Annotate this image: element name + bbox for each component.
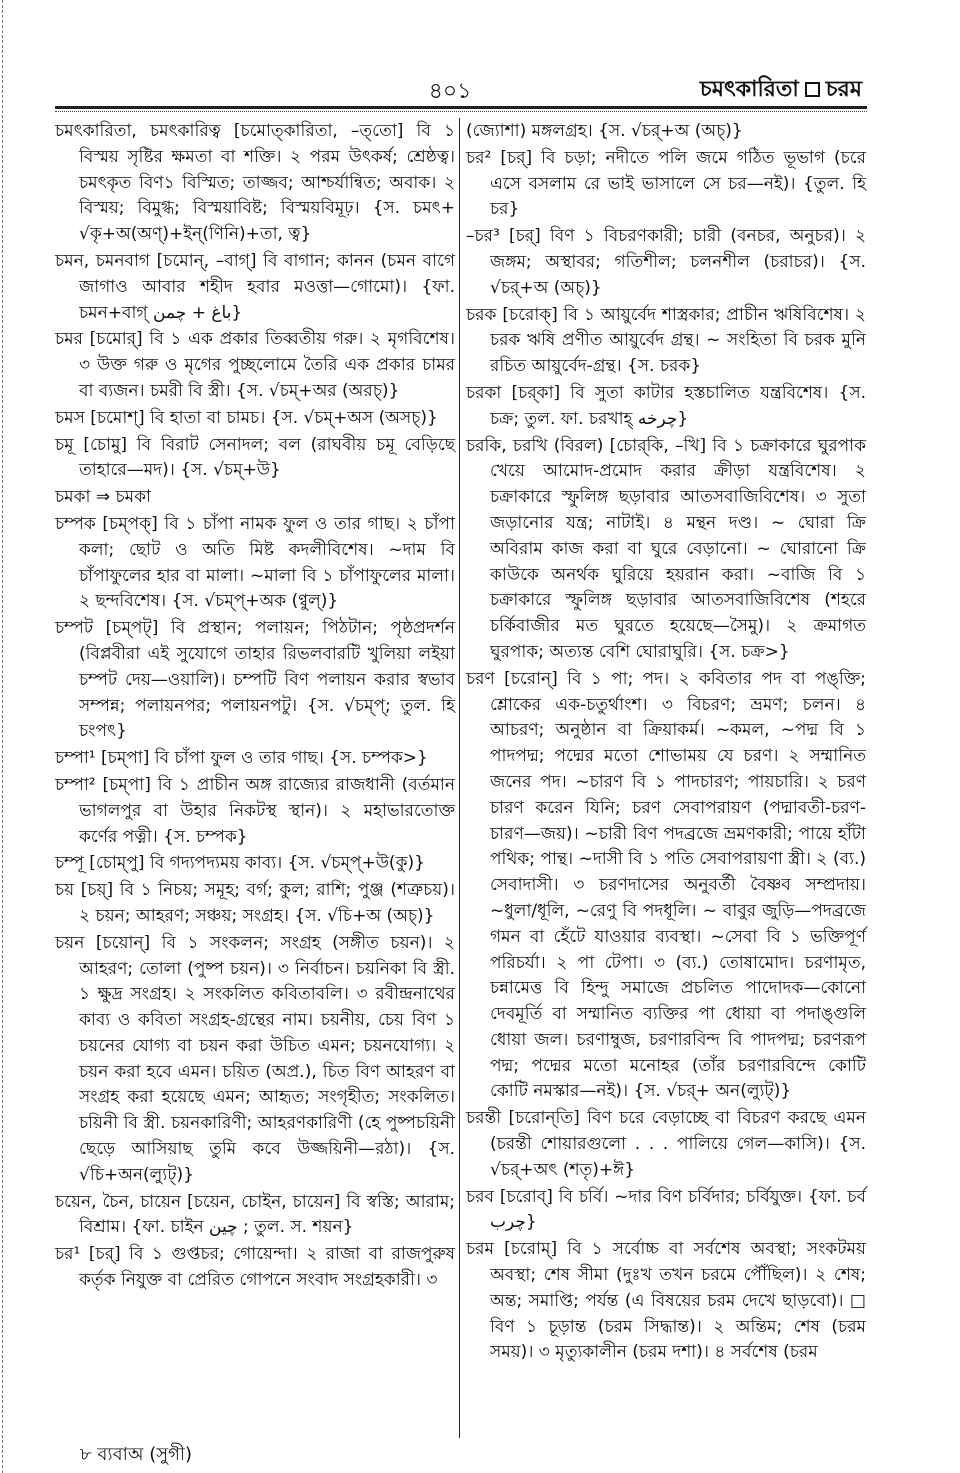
header-rule [55, 106, 867, 109]
dictionary-entry: চর² [চর্‌] বি চড়া; নদীতে পলি জমে গঠিত ভূভাগ (চরে এসে বসলাম রে ভাই ভাসালে সে চর—নই)। {তুল. হি চর} [466, 147, 866, 220]
dictionary-entry: চম্পূ [চোম্‌পু] বি গদ্যপদ্যময় কাব্য। {স. √চম্প্‌+উ(কু)} [55, 853, 425, 874]
dictionary-entry: চয়েন, চৈন, চায়েন [চয়েন, চোইন, চায়েন] বি স্বস্তি; আরাম; বিশ্রাম। {ফা. চাইন چین ; তুল. স. শয়ন} [55, 1191, 455, 1238]
dictionary-entry: চমর [চমোর্‌] বি ১ এক প্রকার তিব্বতীয় গরু। ২ মৃগবিশেষ। ৩ উক্ত গরু ও মৃগের পুচ্ছলোমে তৈরি এক প্রকার চামর বা ব্যজন। চমরী বি স্ত্রী। {স. √চম্‌+অর (অরচ্‌)} [55, 329, 455, 401]
dictionary-entry: চমন, চমনবাগ [চমোন্‌, –বাগ্‌] বি বাগান; কানন (চমন বাগে জাগাও আবার শহীদ হবার মওত্তা—গোমো)। {ফা. চমন+বাগ্‌ باغ + چمن} [55, 250, 455, 323]
right-column [466, 119, 866, 1367]
dictionary-entry: চরক [চরোক্‌] বি ১ আয়ুর্বেদ শাস্ত্রকার; প্রাচীন ঋষিবিশেষ। ২ চরক ঋষি প্রণীত আয়ুর্বেদ গ্রন্থ। ~ সংহিতা বি চরক মুনি রচিত আয়ুর্বেদ-গ্রন্থ। {স. চরক} [466, 304, 866, 377]
column-divider [459, 118, 460, 1438]
header-dotted-rule [55, 111, 867, 112]
dictionary-entry: চমস [চমোশ্‌] বি হাতা বা চামচ। {স. √চম্‌+অস (অসচ্‌)} [55, 407, 438, 428]
dictionary-entry: চয়ন [চয়োন্‌] বি ১ সংকলন; সংগ্রহ (সঙ্গীত চয়ন)। ২ আহরণ; তোলা (পুষ্প চয়ন)। ৩ নির্বাচন। চয়নিকা বি স্ত্রী. ১ ক্ষুদ্র সংগ্রহ। ২ সংকলিত কবিতাবলি। ৩ রবীন্দ্রনাথের কাব্য ও কবিতা সংগ্রহ-গ্রন্থের নাম। চয়নীয়, চেয় বিণ ১ চয়নের যোগ্য বা চয়ন করা উচিত এমন; চয়নযোগ্য। ২ চয়ন করা হবে এমন। চয়িত (অপ্র.), চিত বিণ আহরণ বা সংগ্রহ করা হয়েছে এমন; আহৃত; সংগৃহীত; সংকলিত। চয়িনী বি স্ত্রী. চয়নকারিণী; আহরণকারিণী (হে পুষ্পচয়িনী ছেড়ে আসিয়াছ তুমি কবে উজ্জয়িনী—রঠা)। {স. √চি+অন(ল্যুট্‌)} [55, 932, 455, 1185]
dictionary-entry: –চর³ [চর্‌] বিণ ১ বিচরণকারী; চারী (বনচর, অনুচর)। ২ জঙ্গম; অস্থাবর; গতিশীল; চলনশীল (চরাচর)। {স. √চর্‌+অ (অচ্‌)} [466, 226, 866, 298]
dictionary-entry: চম্পা² [চম্‌পা] বি ১ প্রাচীন অঙ্গ রাজ্যের রাজধানী (বর্তমান ভাগলপুর বা উহার নিকটস্থ স্থান)। ২ মহাভারতোক্ত কর্ণের পত্নী। {স. চম্পক} [55, 774, 455, 847]
dictionary-entry: চম্পক [চম্‌পক্‌] বি ১ চাঁপা নামক ফুল ও তার গাছ। ২ চাঁপা কলা; ছোট ও অতি মিষ্ট কদলীবিশেষ। ~দাম বি চাঁপাফুলের হার বা মালা। ~মালা বি ১ চাঁপাফুলের মালা। ২ ছন্দবিশেষ। {স. √চম্প্‌+অক (ণ্বুল্‌)} [55, 513, 455, 612]
dictionary-entry: চরন্তী [চরোন্‌তি] বিণ চরে বেড়াচ্ছে বা বিচরণ করছে এমন (চরন্তী শোয়ারগুলো . . . পালিয়ে গেল—কাসি)। {স. √চর্‌+অৎ (শতৃ)+ঈ} [466, 1108, 866, 1180]
dictionary-entry: চর¹ [চর্‌] বি ১ গুপ্তচর; গোয়েন্দা। ২ রাজা বা রাজপুরুষ কর্তৃক নিযুক্ত বা প্রেরিত গোপনে সংবাদ সংগ্রহকারী। ৩ [55, 1244, 455, 1291]
running-head-last-word: চরম [825, 77, 862, 102]
dictionary-entry: চরম [চরোম্‌] বি ১ সর্বোচ্চ বা সর্বশেষ অবস্থা; সংকটময় অবস্থা; শেষ সীমা (দুঃখ তখন চরমে পৌঁছিল)। ২ শেষ; অন্ত; সমাপ্তি; পর্যন্ত (এ বিষয়ের চরম দেখে ছাড়বো)। □ বিণ ১ চূড়ান্ত (চরম সিদ্ধান্ত)। ২ অন্তিম; শেষ (চরম সময়)। ৩ মৃত্যুকালীন (চরম দশা)। ৪ সর্বশেষ (চরম [466, 1239, 866, 1363]
running-head [700, 72, 862, 109]
dictionary-entry: চমৎকারিতা, চমৎকারিত্ব [চমোত্‌কারিতা, –ত্‌তো] বি ১ বিস্ময় সৃষ্টির ক্ষমতা বা শক্তি। ২ পরম উৎকর্ষ; শ্রেষ্ঠত্ব। চমৎকৃত বিণ১ বিস্মিত; তাজ্জব; আশ্চর্যান্বিত; অবাক। ২ বিস্ময়; বিমুগ্ধ; বিস্ময়াবিষ্ট; বিস্ময়বিমূঢ়। {স. চমৎ+ √কৃ+অ(অণ্‌)+ইন্‌(ণিনি)+তা, ত্ব} [55, 121, 455, 245]
page-number: ৪০১ [428, 79, 472, 104]
dictionary-entry: চরণ [চরোন্‌] বি ১ পা; পদ। ২ কবিতার পদ বা পঙ্‌ক্তি; শ্লোকের এক-চতুর্থাংশ। ৩ বিচরণ; ভ্রমণ; চলন। ৪ আচরণ; অনুষ্ঠান বা ক্রিয়াকর্ম। ~কমল, ~পদ্ম বি ১ পাদপদ্ম; পদ্মের মতো শোভাময় যে চরণ। ২ সম্মানিত জনের পদ। ~চারণ বি ১ পাদচারণ; পায়চারি। ২ চরণ চারণ করেন যিনি; চরণ সেবাপরায়ণ (পদ্মাবতী-চরণ-চারণ—জয়)। ~চারী বিণ পদব্রজে ভ্রমণকারী; পায়ে হাঁটা পথিক; পান্থ। ~দাসী বি ১ পতি সেবাপরায়ণা স্ত্রী। ২ (ব্য.) সেবাদাসী। ৩ চরণদাসের অনুবর্তী বৈষ্ণব সম্প্রদায়। ~ধুলা/ধূলি, ~রেণু বি পদধূলি। ~ বাবুর জুড়ি—পদব্রজে গমন বা হেঁটে যাওয়ার ব্যবস্থা। ~সেবা বি ১ ভক্তিপূর্ণ পরিচর্যা। ২ পা টেপা। ৩ (ব্য.) তোষামোদ। চরণামৃত, চন্নামেত্ত বি হিন্দু সমাজে প্রচলিত পাদোদক—কোনো দেবমূর্তি বা সম্মানিত ব্যক্তির পা ধোয়া বা পদাঙ্গুলি ধোয়া জল। চরণাম্বুজ, চরণারবিন্দ বি পাদপদ্ম; চরণরূপ পদ্ম; পদ্মের মতো মনোহর (তাঁর চরণারবিন্দে কোটি কোটি নমস্কার—নই)। {স. √চর্‌+ অন(ল্যুট্‌)} [466, 668, 866, 1102]
dictionary-entry: চম্পা¹ [চম্‌পা] বি চাঁপা ফুল ও তার গাছ। {স. চম্পক>} [55, 748, 428, 769]
dictionary-entry: চরব [চরোব্‌] বি চর্বি। ~দার বিণ চর্বিদার; চর্বিযুক্ত। {ফা. চর্ব چرب} [466, 1186, 866, 1233]
box-separator-icon [805, 82, 820, 97]
running-head-first-word: চমৎকারিতা [699, 77, 799, 102]
footer-signature: ৮ ব্যবাঅ (সুগী) [80, 1444, 193, 1465]
dictionary-entry: চমকা ⇒ চমকা [55, 487, 151, 508]
dictionary-entry: চরকি, চরখি (বিরল) [চোর্‌কি, –খি] বি ১ চক্রাকারে ঘুরপাক খেয়ে আমোদ-প্রমোদ করার ক্রীড়া যন্ত্রবিশেষ। ২ চক্রাকারে স্ফুলিঙ্গ ছড়াবার আতসবাজিবিশেষ। ৩ সুতা জড়ানোর যন্ত্র; নাটাই। ৪ মন্থন দণ্ড। ~ ঘোরা ক্রি অবিরাম কাজ করা বা ঘুরে বেড়ানো। ~ ঘোরানো ক্রি কাউকে অনর্থক ঘুরিয়ে হয়রান করা। ~বাজি বি ১ চক্রাকারে স্ফুলিঙ্গ ছড়াবার আতসবাজিবিশেষ (শহরে চর্কিবাজীর মত ঘুরতে হয়েছে—সৈমু)। ২ ক্রমাগত ঘুরপাক; অত্যন্ত বেশি ঘোরাঘুরি। {স. চক্র>} [466, 435, 866, 662]
dictionary-entry: চয় [চয়্‌] বি ১ নিচয়; সমূহ; বর্গ; কুল; রাশি; পুঞ্জ (শত্রুচয়)। ২ চয়ন; আহরণ; সঞ্চয়; সংগ্রহ। {স. √চি+অ (অচ্‌)} [55, 880, 455, 926]
scan-margin-line [2, 0, 3, 1473]
dictionary-entry: চমূ [চোমু] বি বিরাট সেনাদল; বল (রাঘবীয় চমূ বেড়িছে তাহারে—মদ)। {স. √চম্‌+উ} [55, 434, 455, 481]
dictionary-entry: (জ্যোশা) মঙ্গলগ্রহ। {স. √চর্‌+অ (অচ্‌)} [466, 121, 743, 141]
dictionary-entry: চরকা [চর্‌কা] বি সুতা কাটার হস্তচালিত যন্ত্রবিশেষ। {স. চক্র; তুল. ফা. চরখাহ্‌ چرخه} [466, 382, 866, 429]
dictionary-entry: চম্পট [চম্‌পট্‌] বি প্রস্থান; পলায়ন; পিঠটান; পৃষ্ঠপ্রদর্শন (বিপ্লবীরা এই সুযোগে তাহার রিভলবারটি খুলিয়া লইয়া চম্পট দেয়—ওয়ালি)। চম্পটি বিণ পলায়ন করার স্বভাব সম্পন্ন; পলায়নপর; পলায়নপটু। {স. √চম্প্‌; তুল. হি চংপৎ} [55, 618, 455, 742]
left-column [55, 119, 455, 1295]
